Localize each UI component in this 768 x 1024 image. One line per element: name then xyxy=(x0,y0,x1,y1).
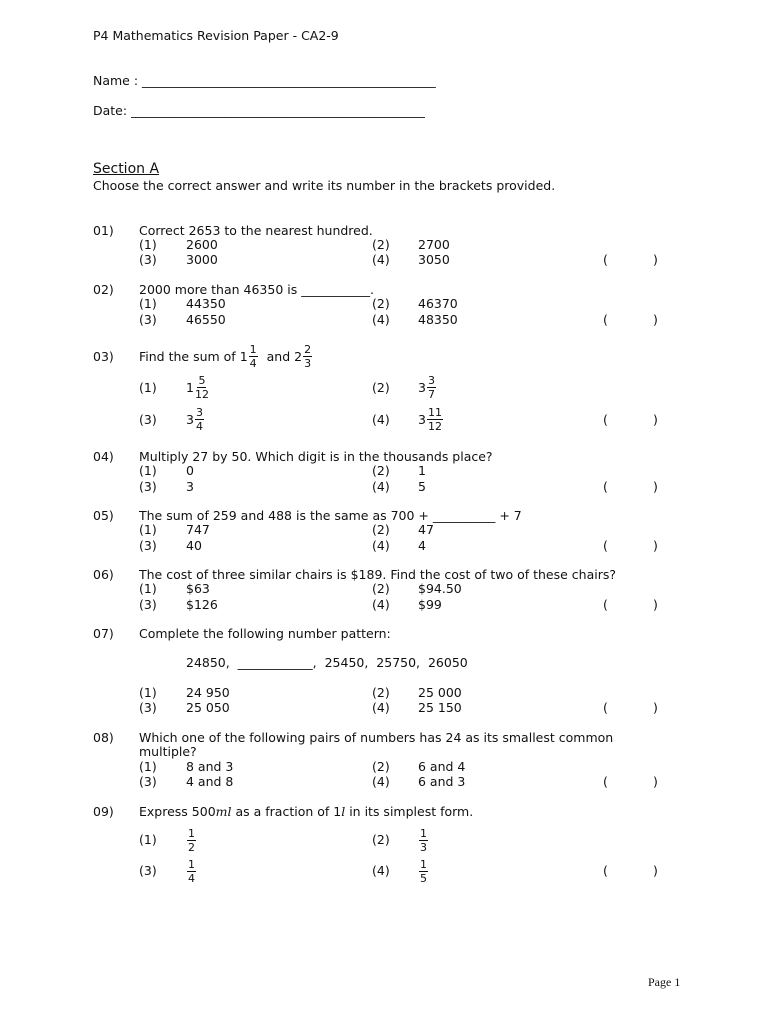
answer-bracket-open: ( xyxy=(603,538,608,553)
denominator: 3 xyxy=(304,356,312,370)
whole-part: 3 xyxy=(418,379,426,395)
question-number: 06) xyxy=(93,567,114,582)
option-number: (2) xyxy=(372,380,390,395)
answer-bracket-open: ( xyxy=(603,863,608,878)
question-number: 04) xyxy=(93,449,114,464)
denominator: 5 xyxy=(420,871,427,885)
option-number: (4) xyxy=(372,700,390,715)
option-number: (3) xyxy=(139,863,157,878)
numerator: 5 xyxy=(198,373,206,387)
option-number: (4) xyxy=(372,597,390,612)
option-value: 46550 xyxy=(186,312,226,327)
question-text-lead: Find the sum of xyxy=(139,348,236,364)
question-number: 08) xyxy=(93,730,114,745)
name-line: _______________________________________________ xyxy=(142,73,436,88)
mixed-number xyxy=(240,344,259,369)
answer-bracket-close: ) xyxy=(653,863,658,878)
option-value: 6 and 4 xyxy=(418,759,466,774)
whole-part: 3 xyxy=(418,411,426,427)
numerator: 1 xyxy=(420,826,427,840)
option-number: (1) xyxy=(139,581,157,596)
option-value: 25 150 xyxy=(418,700,462,715)
option-number: (2) xyxy=(372,832,390,847)
option-number: (3) xyxy=(139,252,157,267)
numerator: 1 xyxy=(249,342,257,356)
option-value xyxy=(418,404,444,434)
question-text-part: as a fraction of 1 xyxy=(231,804,342,819)
fraction xyxy=(427,375,436,400)
option-number: (2) xyxy=(372,522,390,537)
question-text: Which one of the following pairs of numbers has 24 as its smallest common xyxy=(139,730,614,745)
fraction xyxy=(187,828,196,853)
option-value: 0 xyxy=(186,463,194,478)
option-value: $94.50 xyxy=(418,581,462,596)
millilitre-unit: ml xyxy=(215,804,232,819)
option-value xyxy=(186,825,197,855)
question-text: Complete the following number pattern: xyxy=(139,626,391,641)
fraction xyxy=(249,344,258,369)
numerator: 1 xyxy=(420,857,427,871)
numerator: 2 xyxy=(304,342,312,356)
option-number: (1) xyxy=(139,463,157,478)
option-value: 24 950 xyxy=(186,685,230,700)
denominator: 12 xyxy=(427,419,442,433)
option-value xyxy=(186,856,197,886)
answer-bracket-close: ) xyxy=(653,479,658,494)
option-value: 4 xyxy=(418,538,426,553)
numerator: 1 xyxy=(188,857,195,871)
option-number: (2) xyxy=(372,685,390,700)
question-text: Multiply 27 by 50. Which digit is in the thousands place? xyxy=(139,449,493,464)
fraction xyxy=(195,375,209,400)
option-number: (1) xyxy=(139,296,157,311)
option-value: 3 xyxy=(186,479,194,494)
option-number: (2) xyxy=(372,296,390,311)
date-field xyxy=(93,103,425,118)
option-value xyxy=(418,856,429,886)
whole-part: 3 xyxy=(186,411,194,427)
answer-bracket-open: ( xyxy=(603,412,608,427)
fraction xyxy=(427,407,443,432)
question-number: 03) xyxy=(93,349,114,364)
question-text: 2000 more than 46350 is ___________. xyxy=(139,282,374,297)
answer-bracket-open: ( xyxy=(603,774,608,789)
option-number: (4) xyxy=(372,538,390,553)
section-heading: Section A xyxy=(93,161,160,177)
whole-part: 1 xyxy=(186,379,194,395)
option-number: (3) xyxy=(139,597,157,612)
option-value: $126 xyxy=(186,597,218,612)
option-value xyxy=(418,825,429,855)
option-number: (4) xyxy=(372,774,390,789)
answer-bracket-open: ( xyxy=(603,312,608,327)
connector-text: and xyxy=(266,348,291,364)
option-number: (2) xyxy=(372,237,390,252)
option-number: (3) xyxy=(139,412,157,427)
option-number: (3) xyxy=(139,479,157,494)
option-value xyxy=(186,404,205,434)
option-number: (3) xyxy=(139,312,157,327)
name-field xyxy=(93,73,436,88)
question-text: The cost of three similar chairs is $189. Find the cost of two of these chairs? xyxy=(139,567,617,582)
name-label: Name : xyxy=(93,73,139,88)
answer-bracket-open: ( xyxy=(603,252,608,267)
page-number: Page 1 xyxy=(648,975,681,989)
option-number: (1) xyxy=(139,522,157,537)
option-value: 5 xyxy=(418,479,426,494)
answer-bracket-close: ) xyxy=(653,252,658,267)
answer-bracket-close: ) xyxy=(653,412,658,427)
option-value: 46370 xyxy=(418,296,458,311)
mixed-number xyxy=(294,344,313,369)
question-text-part: Express 500 xyxy=(139,804,216,819)
number-pattern: 24850, ____________, 25450, 25750, 26050 xyxy=(186,655,468,670)
question-text: Correct 2653 to the nearest hundred. xyxy=(139,223,373,238)
question-text-continued: multiple? xyxy=(139,744,197,759)
denominator: 4 xyxy=(249,356,257,370)
answer-bracket-open: ( xyxy=(603,700,608,715)
whole-part: 2 xyxy=(294,348,303,364)
paper-title: P4 Mathematics Revision Paper - CA2-9 xyxy=(93,28,339,43)
option-value: 6 and 3 xyxy=(418,774,466,789)
question-number: 07) xyxy=(93,626,114,641)
option-value: 47 xyxy=(418,522,434,537)
answer-bracket-close: ) xyxy=(653,700,658,715)
date-line: _______________________________________________ xyxy=(131,103,425,118)
option-number: (1) xyxy=(139,832,157,847)
option-number: (3) xyxy=(139,538,157,553)
option-value: 747 xyxy=(186,522,210,537)
option-number: (4) xyxy=(372,479,390,494)
fraction xyxy=(195,407,204,432)
fraction xyxy=(419,859,428,884)
option-number: (4) xyxy=(372,252,390,267)
numerator: 11 xyxy=(427,405,442,419)
whole-part: 1 xyxy=(239,348,248,364)
answer-bracket-open: ( xyxy=(603,597,608,612)
option-value: 25 000 xyxy=(418,685,462,700)
litre-unit: l xyxy=(341,804,346,819)
option-number: (2) xyxy=(372,463,390,478)
option-value: 44350 xyxy=(186,296,226,311)
fraction xyxy=(187,859,196,884)
option-number: (4) xyxy=(372,312,390,327)
option-value: 2600 xyxy=(186,237,218,252)
option-number: (3) xyxy=(139,774,157,789)
denominator: 3 xyxy=(420,840,427,854)
option-value: 40 xyxy=(186,538,202,553)
question-text xyxy=(139,804,473,819)
option-number: (1) xyxy=(139,237,157,252)
answer-bracket-close: ) xyxy=(653,597,658,612)
question-text-part: in its simplest form. xyxy=(345,804,474,819)
option-value: 1 xyxy=(418,463,426,478)
denominator: 12 xyxy=(194,387,209,401)
question-number: 02) xyxy=(93,282,114,297)
option-value: 25 050 xyxy=(186,700,230,715)
option-number: (2) xyxy=(372,759,390,774)
question-text: The sum of 259 and 488 is the same as 700 + __________ + 7 xyxy=(139,508,522,523)
option-number: (2) xyxy=(372,581,390,596)
option-value: 3000 xyxy=(186,252,218,267)
numerator: 3 xyxy=(195,405,203,419)
option-value: 3050 xyxy=(418,252,450,267)
denominator: 7 xyxy=(427,387,435,401)
fraction xyxy=(419,828,428,853)
option-value xyxy=(418,372,437,402)
option-value: 48350 xyxy=(418,312,458,327)
section-instruction: Choose the correct answer and write its number in the brackets provided. xyxy=(93,178,556,193)
answer-bracket-open: ( xyxy=(603,479,608,494)
denominator: 4 xyxy=(188,871,195,885)
option-number: (1) xyxy=(139,759,157,774)
answer-bracket-close: ) xyxy=(653,774,658,789)
option-value: $63 xyxy=(186,581,210,596)
date-label: Date: xyxy=(93,103,128,118)
option-number: (1) xyxy=(139,380,157,395)
option-value: 2700 xyxy=(418,237,450,252)
denominator: 2 xyxy=(188,840,195,854)
question-number: 09) xyxy=(93,804,114,819)
question-number: 01) xyxy=(93,223,114,238)
question-number: 05) xyxy=(93,508,114,523)
answer-bracket-close: ) xyxy=(653,538,658,553)
option-number: (4) xyxy=(372,412,390,427)
option-number: (4) xyxy=(372,863,390,878)
option-value: 8 and 3 xyxy=(186,759,234,774)
option-value: $99 xyxy=(418,597,442,612)
option-number: (3) xyxy=(139,700,157,715)
denominator: 4 xyxy=(195,419,203,433)
option-number: (1) xyxy=(139,685,157,700)
fraction xyxy=(303,344,312,369)
option-value xyxy=(186,372,210,402)
question-text xyxy=(139,341,313,371)
option-value: 4 and 8 xyxy=(186,774,234,789)
numerator: 1 xyxy=(188,826,195,840)
answer-bracket-close: ) xyxy=(653,312,658,327)
numerator: 3 xyxy=(427,373,435,387)
